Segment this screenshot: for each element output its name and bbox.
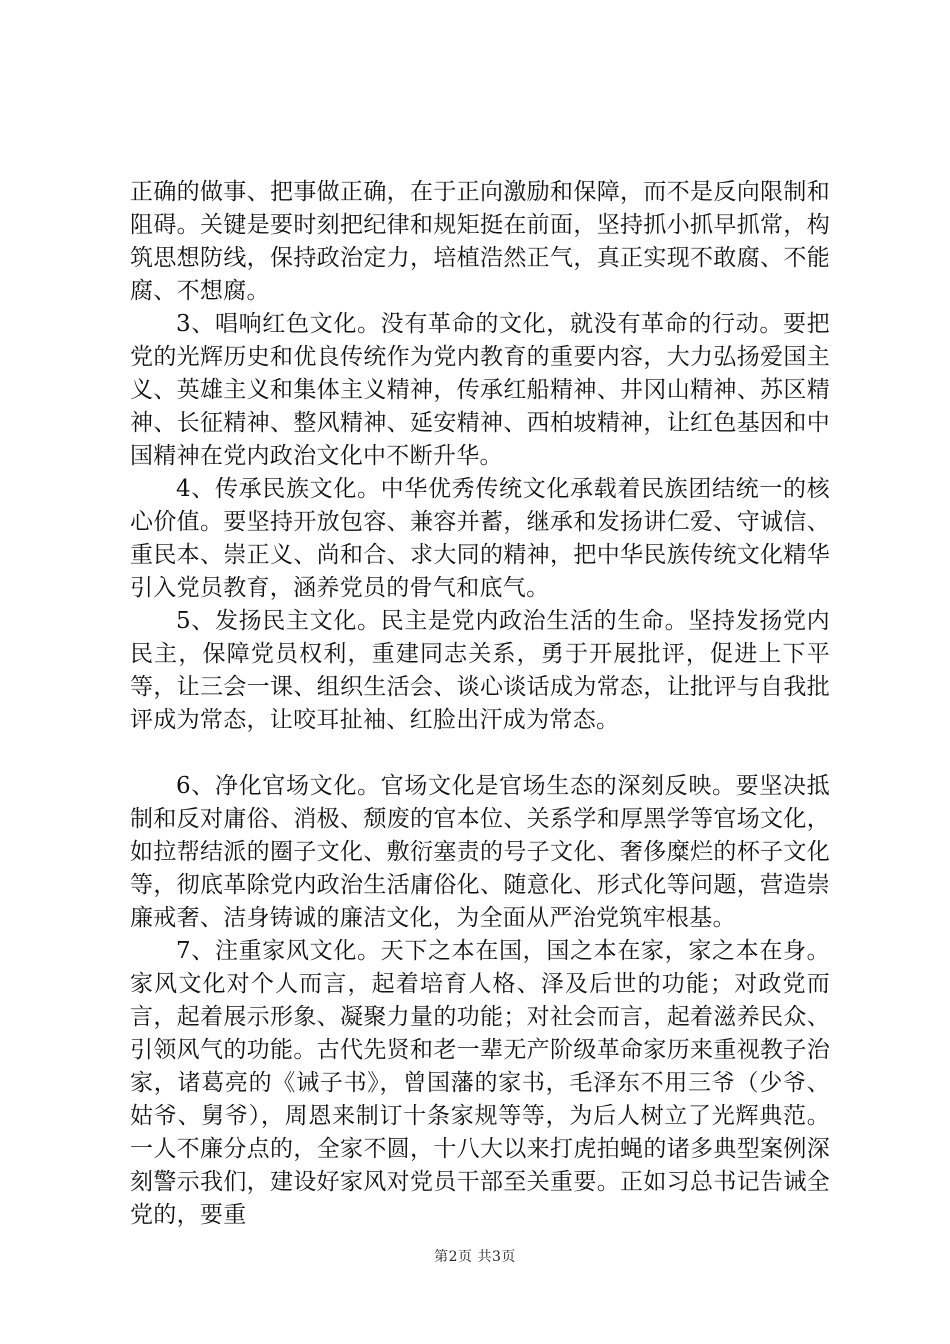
paragraph-family-culture: 7、注重家风文化。天下之本在国，国之本在家，家之本在身。家风文化对个人而言，起着培育人格、泽及后世的功能；对政党而言，起着展示形象、凝聚力量的功能；对社会而言，起着滋养民众、引领风气的功能。古代先贤和老一辈无产阶级革命家历来重视教子治家，诸葛亮的《诫子书》，曾国藩的家书，毛泽东不用三爷（少爷、姑爷、舅爷），周恩来制订十条家规等等，为后人树立了光辉典范。一人不廉分点的，全家不圆，十八大以来打虎拍蝇的诸多典型案例深刻警示我们，建设好家风对党员干部至关重要。正如习总书记告诫全党的，要重	[130, 938, 830, 1228]
page-number-footer: 第2页 共3页	[434, 1249, 516, 1265]
paragraph-continuation: 正确的做事、把事做正确，在于正向激励和保障，而不是反向限制和阻碍。关键是要时刻把纪律和规矩挺在前面，坚持抓小抓早抓常，构筑思想防线，保持政治定力，培植浩然正气，真正实现不敢腐、不能腐、不想腐。	[130, 179, 830, 304]
paragraph-officialdom-culture: 6、净化官场文化。官场文化是官场生态的深刻反映。要坚决抵制和反对庸俗、消极、颓废的官本位、关系学和厚黑学等官场文化，如拉帮结派的圈子文化、敷衍塞责的号子文化、奢侈糜烂的杯子文化等，彻底革除党内政治生活庸俗化、随意化、形式化等问题，营造崇廉戒奢、洁身铸诚的廉洁文化，为全面从严治党筑牢根基。	[130, 773, 830, 931]
paragraph-democratic-culture: 5、发扬民主文化。民主是党内政治生活的生命。坚持发扬党内民主，保障党员权利，重建同志关系，勇于开展批评，促进上下平等，让三会一课、组织生活会、谈心谈话成为常态，让批评与自我批评成为常态，让咬耳扯袖、红脸出汗成为常态。	[130, 608, 830, 733]
paragraph-national-culture: 4、传承民族文化。中华优秀传统文化承载着民族团结统一的核心价值。要坚持开放包容、兼容并蓄，继承和发扬讲仁爱、守诚信、重民本、崇正义、尚和合、求大同的精神，把中华民族传统文化精华引入党员教育，涵养党员的骨气和底气。	[130, 476, 830, 601]
paragraph-red-culture: 3、唱响红色文化。没有革命的文化，就没有革命的行动。要把党的光辉历史和优良传统作为党内教育的重要内容，大力弘扬爱国主义、英雄主义和集体主义精神，传承红船精神、井冈山精神、苏区精神、长征精神、整风精神、延安精神、西柏坡精神，让红色基因和中国精神在党内政治文化中不断升华。	[130, 311, 830, 469]
document-body	[130, 176, 830, 1232]
